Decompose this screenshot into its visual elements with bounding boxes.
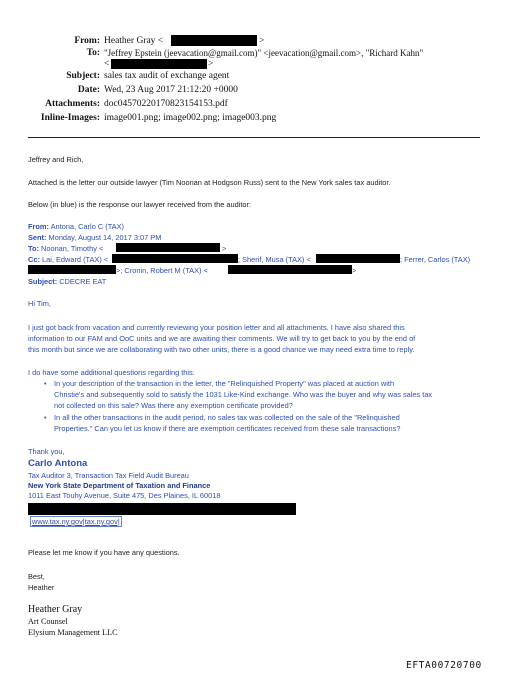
attachments-value: doc04570220170823154153.pdf — [104, 99, 228, 109]
quoted-para2: I do have some additional questions regarding this: — [28, 368, 195, 377]
quoted-subject-label: Subject: — [28, 277, 58, 286]
closing-best: Best, — [28, 572, 45, 581]
quoted-from-value: Antona, Carlo C (TAX) — [50, 222, 124, 231]
quoted-cc-label: Cc: — [28, 255, 40, 264]
date-value: Wed, 23 Aug 2017 21:12:20 +0000 — [104, 85, 238, 95]
quoted-to-value: Noonan, Timothy < — [41, 244, 104, 253]
to-line2-close: > — [208, 59, 214, 69]
bullet1-line1: In your description of the transaction in the letter, the "Relinquished Property" was placed at auction with — [54, 379, 395, 388]
quoted-subject-line — [28, 277, 106, 286]
redaction-bar — [111, 59, 207, 69]
greeting: Jeffrey and Rich, — [28, 155, 84, 164]
quoted-sig-address: 1011 East Touhy Avenue, Suite 475, Des Plaines, IL 60018 — [28, 491, 221, 500]
quoted-sent-label: Sent: — [28, 233, 47, 242]
quoted-from-line — [28, 222, 124, 231]
quoted-sig-name: Carlo Antona — [28, 458, 88, 469]
quoted-thanks: Thank you, — [28, 447, 65, 456]
from-label: From: — [74, 36, 100, 46]
bullet1-line2: Christie's and subsequently sold to satisfy the 1031 Like-Kind exchange. Who was the buyer and why was sales tax — [54, 390, 433, 399]
quoted-to-label: To: — [28, 244, 39, 253]
quoted-subject-value: CDECRE EAT — [59, 277, 107, 286]
quoted-cc-cronin: >; Cronin, Robert M (TAX) < — [116, 266, 208, 275]
bullet-icon: • — [44, 413, 47, 422]
to-value: "Jeffrey Epstein (jeevacation@gmail.com)" <jeevacation@gmail.com>, "Richard Kahn" — [104, 48, 424, 58]
quoted-sent-line — [28, 233, 161, 242]
redaction-bar — [28, 265, 116, 274]
redaction-bar — [228, 265, 352, 274]
date-label: Date: — [77, 85, 100, 95]
signature-title: Art Counsel — [28, 617, 68, 626]
signature-company: Elysium Management LLC — [28, 628, 118, 637]
header-divider — [28, 137, 480, 138]
signature-name: Heather Gray — [28, 604, 83, 615]
quoted-para1-line3: this month but since we are collaborating with two other units, there is a good chance we may need extra time to reply. — [28, 345, 415, 354]
quoted-from-label: From: — [28, 222, 49, 231]
quoted-hi: Hi Tim, — [28, 299, 51, 308]
quoted-sig-title: Tax Auditor 3, Transaction Tax Field Audit Bureau — [28, 471, 189, 480]
redaction-bar — [316, 254, 400, 263]
closing-name: Heather — [28, 583, 55, 592]
bullet2-line2: Properties." Can you let us know if there are exemption certificates received from these sale transactions? — [54, 424, 401, 433]
quoted-para1-line2: information to our FAM and OoC units and we are awaiting their comments. We will try to get back to you by the end of — [28, 334, 416, 343]
inline-images-label: Inline-Images: — [40, 113, 100, 123]
to-label: To: — [86, 48, 100, 58]
redaction-bar — [28, 503, 296, 515]
bullet2-line1: In all the other transactions in the audit period, no sales tax was collected on the sale of the "Relinquished — [54, 413, 400, 422]
quoted-cc-line2-close: > — [352, 266, 357, 275]
closing-question: Please let me know if you have any questions. — [28, 548, 180, 557]
body-paragraph-1: Attached is the letter our outside lawyer (Tim Noonan at Hodgson Russ) sent to the New York sales tax auditor. — [28, 178, 391, 187]
quoted-cc-ferrer: ; Ferrer, Carlos (TAX) — [400, 255, 471, 264]
attachments-label: Attachments: — [45, 99, 100, 109]
quoted-to-close: > — [222, 244, 227, 253]
quoted-sent-value: Monday, August 14, 2017 3:07 PM — [48, 233, 162, 242]
quoted-para1-line1: I just got back from vacation and currently reviewing your position letter and all attachments. I have also shared this — [28, 323, 405, 332]
inline-images-value: image001.png; image002.png; image003.png — [104, 113, 277, 123]
redaction-bar — [112, 254, 238, 263]
quoted-cc-sherif: ; Sherif, Musa (TAX) < — [238, 255, 311, 264]
body-paragraph-2: Below (in blue) is the response our lawyer received from the auditor: — [28, 200, 252, 209]
document-id: EFTA00720700 — [406, 660, 482, 671]
quoted-sig-dept: New York State Department of Taxation and Finance — [28, 481, 211, 490]
from-tail: > — [259, 36, 265, 46]
redaction-bar — [116, 243, 220, 252]
subject-value: sales tax audit of exchange agent — [104, 71, 230, 81]
from-value: Heather Gray < — [104, 36, 164, 46]
quoted-cc-value: Lai, Edward (TAX) < — [41, 255, 109, 264]
bullet1-line3: not collected on this sale? Was there any exemption certificate provided? — [54, 401, 293, 410]
quoted-to-line — [28, 244, 103, 253]
bullet-icon: • — [44, 379, 47, 388]
to-line2-open: < — [104, 59, 110, 69]
quoted-cc-line — [28, 255, 108, 264]
tax-website-link[interactable]: www.tax.ny.gov|tax.ny.gov| — [32, 517, 120, 526]
subject-label: Subject: — [66, 71, 100, 81]
redaction-bar — [171, 35, 257, 46]
